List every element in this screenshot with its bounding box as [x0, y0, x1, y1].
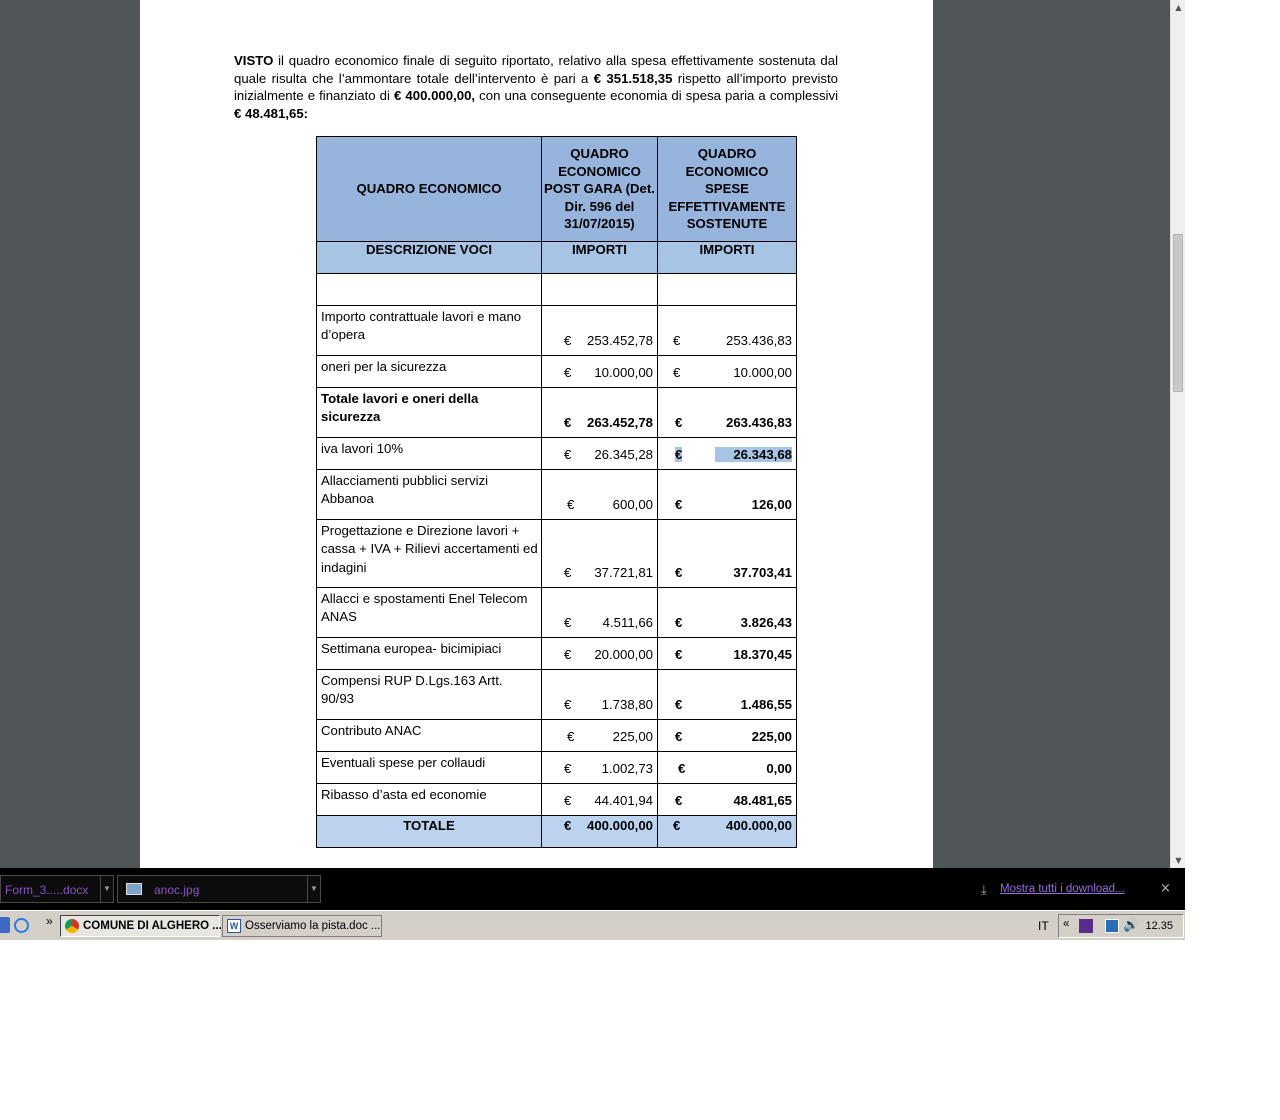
currency-symbol: € [675, 447, 683, 462]
download-filename: Form_3.....docx [5, 883, 89, 897]
volume-icon[interactable]: 🔊 [1123, 917, 1140, 932]
row-amount-post-gara [542, 356, 658, 388]
taskbar-button-chrome[interactable] [60, 915, 220, 937]
row-amount-sostenute [658, 438, 797, 470]
system-tray [1058, 914, 1184, 938]
downloads-bar [0, 868, 1185, 910]
total-amount: € 351.518,35 [593, 70, 673, 86]
amount-value: 253.436,83 [725, 333, 792, 348]
subheader-descrizione: DESCRIZIONE VOCI [317, 242, 542, 274]
amount-value: 126,00 [751, 497, 792, 512]
table-row [317, 784, 797, 816]
amount-value: 225,00 [751, 729, 792, 744]
amount-value: 263.436,83 [725, 415, 792, 430]
amount-value: 253.452,78 [586, 333, 653, 348]
table-row [317, 388, 797, 438]
row-amount-sostenute [658, 388, 797, 438]
row-amount-post-gara [542, 520, 658, 588]
financed-amount: € 400.000,00, [394, 88, 476, 104]
amount-value: 44.401,94 [594, 793, 653, 808]
image-file-icon [126, 883, 142, 895]
table-row [317, 670, 797, 720]
currency-symbol: € [678, 761, 686, 776]
currency-symbol: € [675, 497, 683, 512]
row-amount-sostenute [658, 670, 797, 720]
row-amount-sostenute [658, 638, 797, 670]
currency-symbol: € [564, 565, 572, 580]
table-row [317, 720, 797, 752]
show-all-label: Mostra tutti i download... [1000, 883, 1125, 895]
amount-value: 48.481,65 [733, 793, 792, 808]
row-amount-post-gara [542, 588, 658, 638]
row-amount-post-gara [542, 306, 658, 356]
close-icon[interactable]: × [1160, 881, 1171, 896]
row-description: Totale lavori e oneri della sicurezza [317, 388, 542, 438]
table-row [317, 356, 797, 388]
row-amount-sostenute [658, 588, 797, 638]
row-description: Settimana europea- bicimipiaci [317, 638, 542, 670]
currency-symbol: € [564, 647, 572, 662]
table-row [317, 470, 797, 520]
taskbar-button-label: Osserviamo la pista.doc ... [245, 920, 381, 932]
total-amount-post-gara [542, 816, 658, 848]
taskbar-button-word[interactable] [222, 915, 382, 937]
row-amount-post-gara [542, 720, 658, 752]
currency-symbol: € [567, 497, 575, 512]
header-post-gara: QUADRO ECONOMICO POST GARA (Det. Dir. 596 del 31/07/2015) [542, 137, 658, 242]
currency-symbol: € [564, 333, 572, 348]
table-empty-row [317, 274, 797, 306]
visto-label: VISTO [234, 53, 274, 68]
row-amount-sostenute [658, 720, 797, 752]
download-filename: anoc.jpg [154, 883, 200, 897]
paragraph-text-3: con una conseguente economia di spesa paria a complessivi [475, 88, 838, 104]
row-amount-sostenute [658, 470, 797, 520]
scroll-down-arrow-icon[interactable]: ▼ [1175, 856, 1182, 865]
download-item-docx[interactable] [0, 875, 114, 903]
currency-symbol: € [564, 447, 572, 462]
row-amount-post-gara [542, 388, 658, 438]
show-all-downloads-link[interactable] [981, 882, 1125, 897]
subheader-importi-2: IMPORTI [658, 242, 797, 274]
currency-symbol: € [564, 415, 572, 430]
table-row [317, 520, 797, 588]
row-description: Eventuali spese per collaudi [317, 752, 542, 784]
clock[interactable]: 12.35 [1145, 920, 1173, 932]
windows-taskbar [0, 910, 1185, 940]
amount-value: 3.826,43 [740, 615, 792, 630]
row-amount-sostenute [658, 752, 797, 784]
currency-symbol: € [675, 697, 683, 712]
header-quadro-economico: QUADRO ECONOMICO [317, 137, 542, 242]
amount-value: 400.000,00 [586, 818, 653, 833]
total-text: TOTALE [403, 818, 455, 833]
paragraph-text-1: il quadro economico finale di seguito riportato, relativo alla spesa effettivamente sostenuta dal quale risulta che l’ammontare totale dell’intervento è pari a [234, 53, 838, 86]
tray-app-icon[interactable] [1079, 919, 1093, 933]
currency-symbol: € [675, 615, 683, 630]
currency-symbol: € [673, 818, 681, 833]
row-amount-sostenute [658, 306, 797, 356]
row-amount-post-gara [542, 752, 658, 784]
amount-value: 400.000,00 [725, 818, 792, 833]
vertical-scrollbar[interactable] [1170, 0, 1185, 868]
selected-amount-value: 26.343,68 [715, 447, 792, 462]
table-row [317, 438, 797, 470]
amount-value: 263.452,78 [586, 415, 653, 430]
total-amount-sostenute [658, 816, 797, 848]
table-row [317, 638, 797, 670]
table-subheader-row [317, 242, 797, 274]
amount-value: 1.002,73 [601, 761, 653, 776]
download-item-jpg[interactable] [117, 875, 321, 903]
internet-explorer-icon[interactable] [14, 918, 29, 933]
row-amount-post-gara [542, 470, 658, 520]
dropdown-arrow-icon[interactable]: ▼ [100, 876, 113, 902]
header-spese-sostenute: QUADRO ECONOMICO SPESE EFFETTIVAMENTE SOSTENUTE [658, 137, 797, 242]
currency-symbol: € [564, 761, 572, 776]
subheader-importi-1: IMPORTI [542, 242, 658, 274]
document-page [140, 0, 933, 868]
amount-value: 225,00 [612, 729, 653, 744]
scroll-thumb[interactable] [1173, 234, 1183, 392]
amount-value: 20.000,00 [594, 647, 653, 662]
currency-symbol: € [675, 729, 683, 744]
chrome-icon [65, 919, 79, 933]
tray-chevron-icon[interactable]: « [1063, 918, 1070, 930]
row-description: Progettazione e Direzione lavori + cassa + IVA + Rilievi accertamenti ed indagini [317, 520, 542, 588]
table-total-row [317, 816, 797, 848]
row-description: Allacci e spostamenti Enel Telecom ANAS [317, 588, 542, 638]
row-description: Allacciamenti pubblici servizi Abbanoa [317, 470, 542, 520]
empty-cell [542, 274, 658, 306]
amount-value: 37.721,81 [594, 565, 653, 580]
currency-symbol: € [673, 365, 681, 380]
amount-value: 1.738,80 [601, 697, 653, 712]
row-amount-sostenute [658, 356, 797, 388]
empty-cell [317, 274, 542, 306]
amount-value: 10.000,00 [733, 365, 792, 380]
savings-amount: € 48.481,65: [234, 105, 309, 121]
amount-value: 18.370,45 [733, 647, 792, 662]
download-arrow-icon: ⤓ [981, 882, 987, 897]
intro-paragraph [234, 52, 838, 122]
table-header-row [317, 137, 797, 242]
currency-symbol: € [564, 818, 572, 833]
empty-cell [658, 274, 797, 306]
paragraph-text-2: rispetto all’importo previsto inizialmente e finanziato di [234, 70, 838, 104]
currency-symbol: € [675, 565, 683, 580]
show-desktop-icon[interactable] [0, 917, 10, 933]
row-amount-sostenute [658, 520, 797, 588]
row-description: iva lavori 10% [317, 438, 542, 470]
amount-value: 600,00 [612, 497, 653, 512]
row-amount-sostenute [658, 784, 797, 816]
currency-symbol: € [564, 793, 572, 808]
currency-symbol: € [675, 647, 683, 662]
total-label [317, 816, 542, 848]
quicklaunch-chevron-icon[interactable]: » [46, 914, 53, 928]
amount-value: 4.511,66 [602, 615, 653, 630]
amount-value: 0,00 [766, 761, 792, 776]
language-indicator[interactable]: IT [1038, 919, 1049, 933]
currency-symbol: € [675, 793, 683, 808]
table-row [317, 588, 797, 638]
currency-symbol: € [673, 333, 681, 348]
row-amount-post-gara [542, 784, 658, 816]
row-description: oneri per la sicurezza [317, 356, 542, 388]
row-amount-post-gara [542, 638, 658, 670]
row-description: Ribasso d’asta ed economie [317, 784, 542, 816]
table-row [317, 752, 797, 784]
currency-symbol: € [675, 415, 683, 430]
amount-value: 10.000,00 [594, 365, 653, 380]
amount-value: 37.703,41 [733, 565, 792, 580]
row-amount-post-gara [542, 438, 658, 470]
dropdown-arrow-icon[interactable]: ▼ [307, 876, 320, 902]
quadro-economico-table [316, 136, 797, 848]
row-description: Compensi RUP D.Lgs.163 Artt. 90/93 [317, 670, 542, 720]
amount-value: 26.345,28 [594, 447, 653, 462]
word-icon: W [227, 919, 241, 933]
table-row [317, 306, 797, 356]
taskbar-button-label: COMUNE DI ALGHERO ... [83, 920, 222, 932]
row-description: Importo contrattuale lavori e mano d’opera [317, 306, 542, 356]
currency-symbol: € [564, 365, 572, 380]
row-description: Contributo ANAC [317, 720, 542, 752]
row-amount-post-gara [542, 670, 658, 720]
currency-symbol: € [564, 697, 572, 712]
network-icon[interactable] [1105, 919, 1119, 933]
scroll-up-arrow-icon[interactable]: ▲ [1175, 3, 1182, 12]
currency-symbol: € [567, 729, 575, 744]
currency-symbol: € [564, 615, 572, 630]
amount-value: 1.486,55 [740, 697, 792, 712]
